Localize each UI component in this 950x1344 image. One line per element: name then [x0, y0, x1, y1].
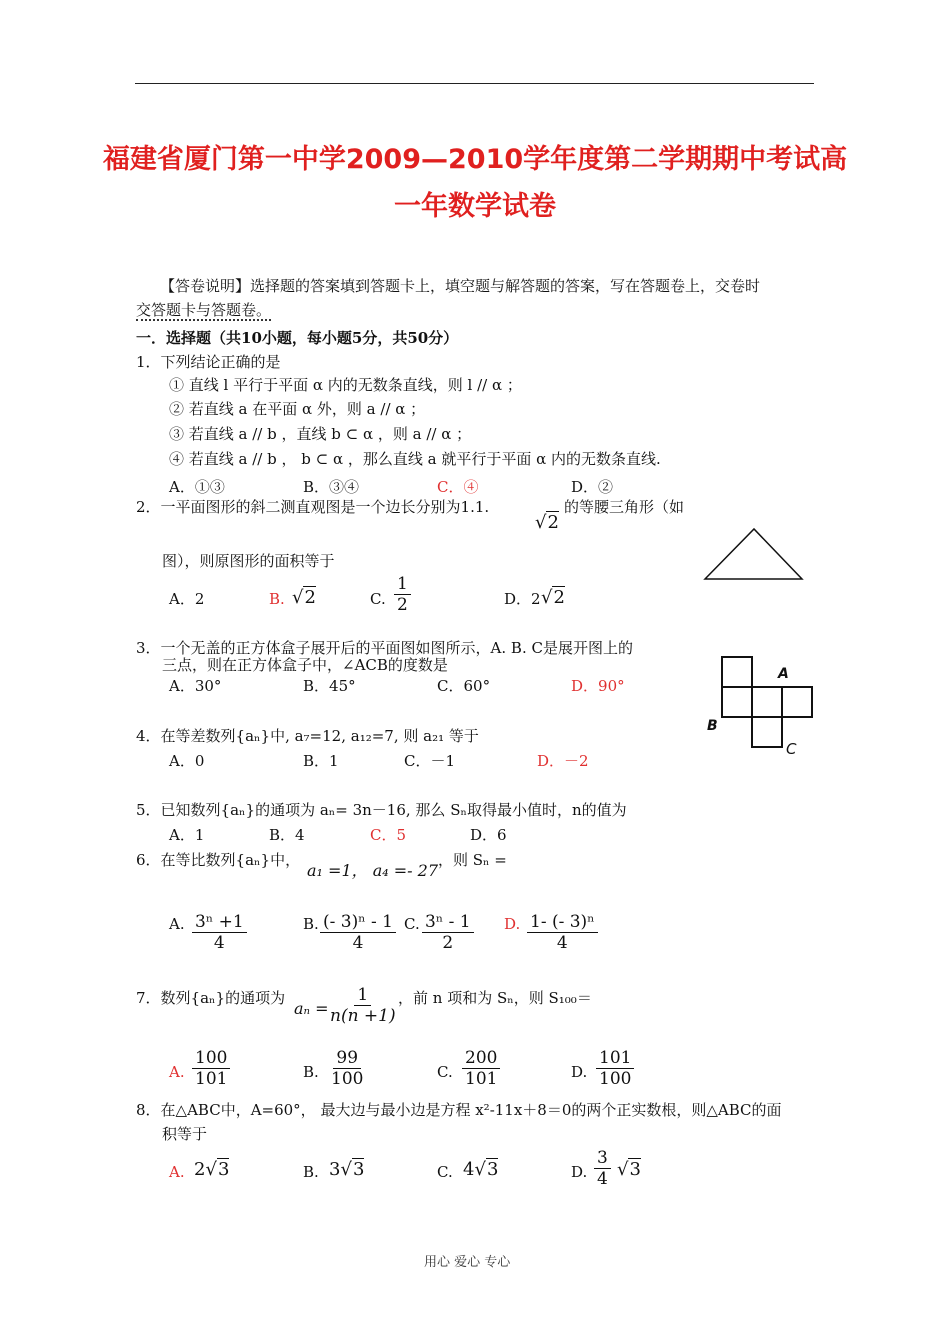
q7-option-d-label: D. [571, 1063, 588, 1081]
q2-option-d-value: √2 [541, 587, 565, 608]
q6-option-c-label: C. [404, 915, 420, 933]
q2-option-d-label: D．2 [504, 590, 541, 608]
q2-option-b-value: √2 [292, 587, 316, 608]
q6-option-d-label: D. [504, 915, 521, 933]
instructions-line-2: 交答题卡与答题卷。 [136, 301, 272, 319]
q8-option-d-radical: √3 [617, 1159, 641, 1180]
q1-statement-1: ① 直线 l 平行于平面 α 内的无数条直线，则 l // α ； [169, 376, 522, 394]
q3-option-a: A．30° [169, 677, 222, 695]
q2-option-c-label: C. [370, 590, 386, 608]
q4-option-c: C．－1 [404, 752, 456, 770]
q3-label-b: B [707, 718, 718, 734]
q3-label-a: A [778, 666, 789, 682]
q6-ask: ，则 Sₙ = [438, 851, 507, 869]
q3-cube-net-figure [700, 650, 822, 762]
q6-stem: 6．在等比数列{aₙ}中， [136, 851, 301, 869]
q7-option-a-label: A. [169, 1063, 185, 1081]
top-rule [135, 83, 814, 84]
q8-option-d-fraction: $\frac{3}{4}$ [594, 1148, 611, 1189]
q3-option-b: B．45° [303, 677, 356, 695]
q6-condition: a₁ =1， a₄ =- 27 [307, 861, 439, 880]
title-line-1: 福建省厦门第一中学2009—2010学年度第二学期期中考试高 [102, 144, 848, 175]
q7-stem-1: 7．数列{aₙ}的通项为 [136, 989, 286, 1007]
footer-slogan: 用心 爱心 专心 [424, 1255, 511, 1270]
q4-option-b: B．1 [303, 752, 339, 770]
q5-option-d: D．6 [470, 826, 507, 844]
q5-option-c: C．5 [370, 826, 407, 844]
q3-option-c: C．60° [437, 677, 491, 695]
q8-option-c-value: 4√3 [463, 1159, 499, 1180]
q2-sqrt-2: √2 [535, 512, 559, 533]
q6-option-d-fraction: $\frac{\text{1- (- 3)ⁿ}}{4}$ [527, 912, 598, 953]
q2-stem-3: 图），则原图形的面积等于 [162, 552, 335, 570]
q7-formula-fraction: $\frac{1}{n(n +1)}$ [330, 985, 396, 1026]
q4-option-d: D．－2 [537, 752, 589, 770]
q8-option-a-label: A. [169, 1163, 185, 1181]
q2-stem-2: 的等腰三角形（如 [564, 498, 685, 516]
q5-option-a: A．1 [169, 826, 205, 844]
q6-option-b-fraction: $\frac{\text{(- 3)ⁿ - 1}}{4}$ [320, 912, 396, 953]
q4-stem: 4．在等差数列{aₙ}中, a₇=12, a₁₂=7, 则 a₂₁ 等于 [136, 727, 479, 745]
q2-triangle-figure [700, 524, 808, 584]
q3-stem-2: 三点，则在正方体盒子中，∠ACB的度数是 [162, 656, 448, 674]
q1-option-c: C．④ [437, 478, 479, 496]
q3-option-d: D．90° [571, 677, 625, 695]
q1-statement-3: ③ 若直线 a // b ，直线 b ⊂ α ，则 a // α ； [169, 425, 472, 443]
q2-option-c-fraction: $\frac{1}{2}$ [394, 574, 411, 615]
q2-option-a: A．2 [169, 590, 205, 608]
q7-option-b-fraction: $\frac{99}{100}$ [331, 1048, 364, 1089]
instructions-line-1: 【答卷说明】选择题的答案填到答题卡上，填空题与解答题的答案，写在答题卷上，交卷时 [160, 277, 761, 295]
q7-lhs: aₙ = [294, 999, 329, 1018]
q4-option-a: A．0 [169, 752, 205, 770]
q7-option-b-label: B. [303, 1063, 319, 1081]
q2-option-b-label: B. [269, 590, 285, 608]
q8-option-b-label: B. [303, 1163, 319, 1181]
q3-stem-1: 3．一个无盖的正方体盒子展开后的平面图如图所示，A. B. C是展开图上的 [136, 639, 633, 657]
q6-option-a-label: A. [169, 915, 185, 933]
q2-stem-1: 2．一平面图形的斜二测直观图是一个边长分别为1.1. [136, 498, 490, 516]
q6-option-c-fraction: $\frac{\text{3ⁿ - 1}}{2}$ [422, 912, 474, 953]
q7-option-c-label: C. [437, 1063, 453, 1081]
q8-option-c-label: C. [437, 1163, 453, 1181]
q7-option-c-fraction: $\frac{200}{101}$ [462, 1048, 500, 1089]
q8-option-a-value: 2√3 [194, 1159, 230, 1180]
q1-statement-4: ④ 若直线 a // b ， b ⊂ α ，那么直线 a 就平行于平面 α 内的无数条直线. [169, 450, 661, 468]
q8-option-b-value: 3√3 [329, 1159, 365, 1180]
q7-stem-2: ，前 n 项和为 Sₙ，则 S₁₀₀＝ [398, 989, 592, 1007]
title-line-2: 一年数学试卷 [394, 191, 556, 222]
q7-option-d-fraction: $\frac{101}{100}$ [596, 1048, 634, 1089]
q5-option-b: B．4 [269, 826, 305, 844]
q1-statement-2: ② 若直线 a 在平面 α 外，则 a // α ； [169, 400, 426, 418]
q1-option-a: A．①③ [169, 478, 225, 496]
q5-stem: 5．已知数列{aₙ}的通项为 aₙ= 3n－16, 那么 Sₙ取得最小值时，n的值为 [136, 801, 627, 819]
section-1-heading: 一．选择题（共10小题，每小题5分，共50分） [136, 329, 459, 347]
q1-option-d: D．② [571, 478, 614, 496]
q1-stem: 1．下列结论正确的是 [136, 353, 281, 371]
q1-option-b: B．③④ [303, 478, 360, 496]
q6-option-b-label: B. [303, 915, 319, 933]
q3-label-c: C [786, 740, 797, 758]
q8-stem-2: 积等于 [162, 1125, 208, 1143]
q7-option-a-fraction: $\frac{100}{101}$ [192, 1048, 230, 1089]
q8-stem-1: 8．在△ABC中，A=60°， 最大边与最小边是方程 x²-11x＋8＝0的两个正实数根，则△ABC的面 [136, 1101, 782, 1119]
q8-option-d-label: D. [571, 1163, 588, 1181]
q6-option-a-fraction: $\frac{\text{3ⁿ +1}}{4}$ [192, 912, 247, 953]
